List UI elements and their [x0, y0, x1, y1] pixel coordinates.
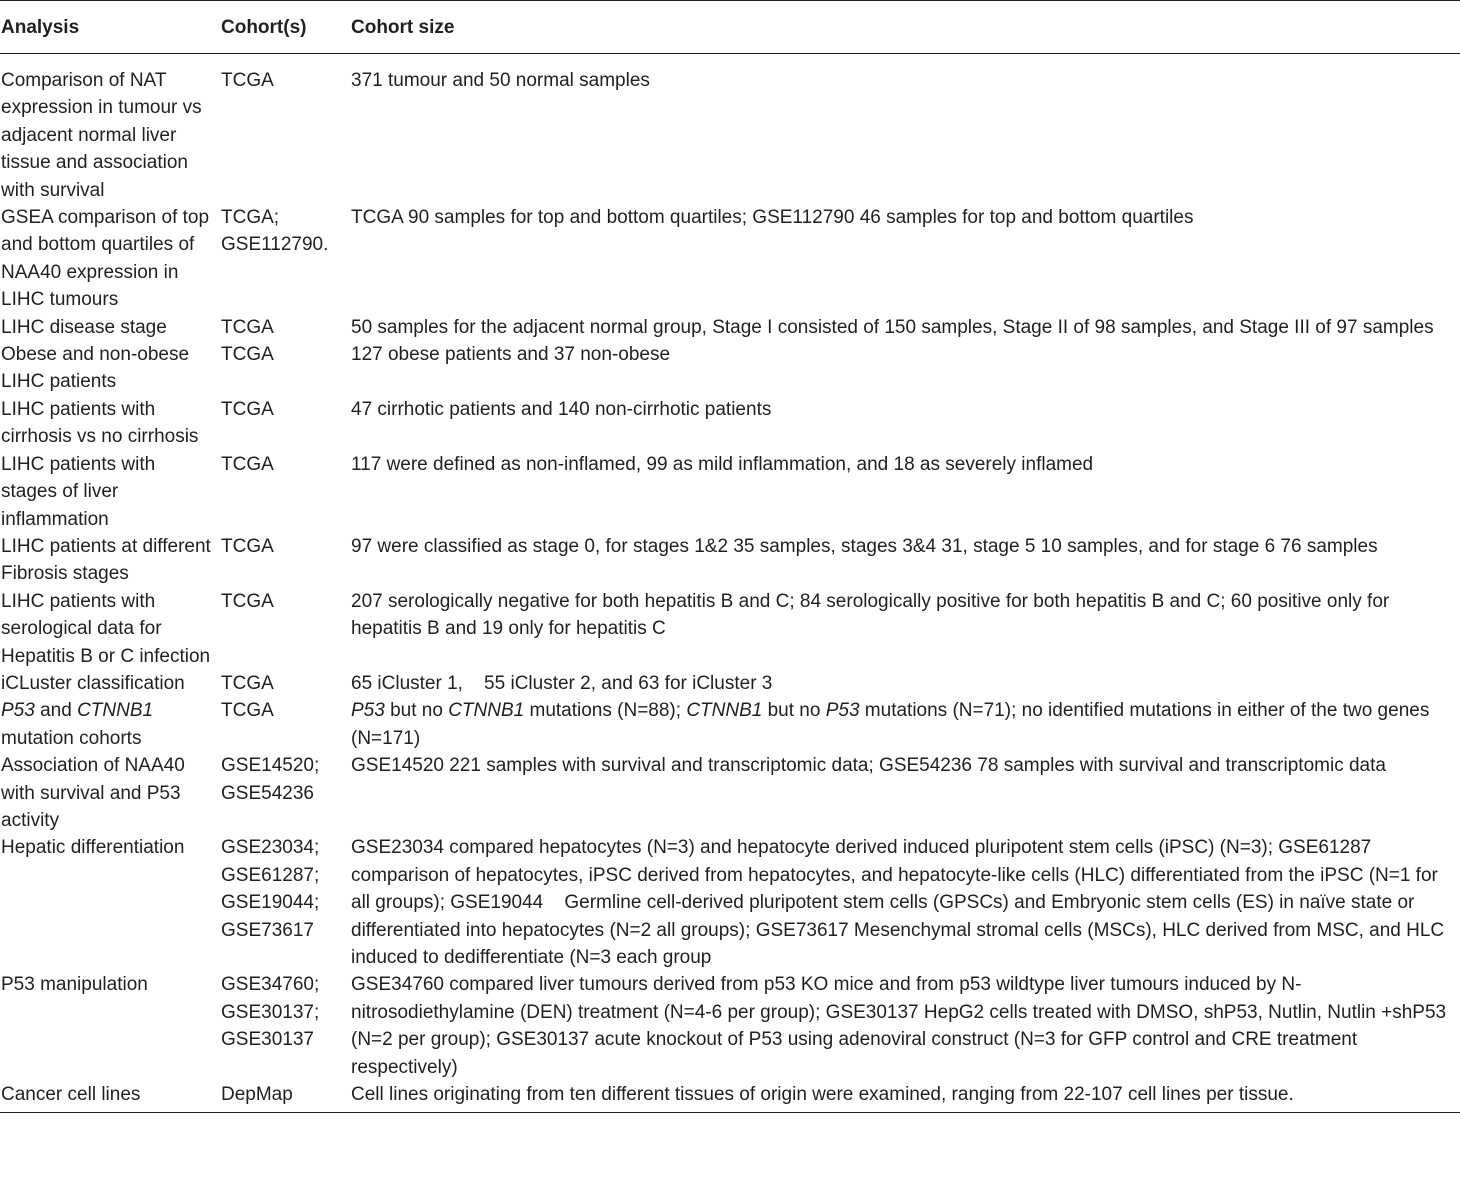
- table-row: [0, 314, 1460, 341]
- table-row: [0, 834, 1460, 971]
- gene-ctnnb1: CTNNB1: [448, 700, 525, 722]
- cell-cohorts: GSE14520; GSE54236: [221, 755, 320, 804]
- table-row: [0, 396, 1460, 451]
- cell-cohorts: TCGA: [221, 398, 274, 420]
- cell-size: 127 obese patients and 37 non-obese: [351, 344, 671, 366]
- header-analysis: Analysis: [0, 1, 220, 54]
- cell-cohorts: TCGA; GSE112790.: [221, 207, 329, 256]
- text-fragment: but no: [762, 700, 826, 722]
- cell-analysis: [0, 697, 220, 752]
- header-cohorts: Cohort(s): [220, 1, 350, 54]
- cell-cohorts: DepMap: [220, 1081, 350, 1113]
- text-fragment: mutations (N=88);: [524, 700, 687, 722]
- cell-size: Cell lines originating from ten different tissues of origin were examined, ranging from 22-107 cell lines per tissue.: [350, 1081, 1460, 1113]
- cell-size: 117 were defined as non-inflamed, 99 as mild inflammation, and 18 as severely inflamed: [351, 453, 1094, 475]
- cell-size: TCGA 90 samples for top and bottom quartiles; GSE112790 46 samples for top and bottom quartiles: [351, 207, 1194, 229]
- text-mutation-cohorts: mutation cohorts: [1, 700, 159, 749]
- cell-analysis: GSEA comparison of top and bottom quartiles of NAA40 expression in LIHC tumours: [1, 207, 210, 311]
- cell-analysis: Hepatic differentiation: [1, 837, 185, 859]
- table-row: [0, 1081, 1460, 1113]
- table-row: [0, 54, 1460, 205]
- cell-analysis: LIHC patients with cirrhosis vs no cirrhosis: [1, 398, 199, 448]
- gene-ctnnb1: CTNNB1: [686, 700, 763, 722]
- cell-analysis: P53 manipulation: [1, 974, 148, 996]
- gene-p53: P53: [825, 700, 860, 722]
- text-fragment: but no: [384, 700, 449, 722]
- cell-cohorts: TCGA: [221, 700, 274, 722]
- header-row: [0, 1, 1460, 54]
- cell-cohorts: TCGA: [221, 344, 274, 366]
- cell-analysis: LIHC patients with serological data for Hepatitis B or C infection: [1, 590, 211, 667]
- table-row: [0, 697, 1460, 752]
- cell-cohorts: TCGA: [221, 316, 274, 338]
- table-row: [0, 451, 1460, 533]
- cell-analysis: LIHC patients at different Fibrosis stages: [1, 535, 211, 585]
- table-row: [0, 670, 1460, 697]
- cell-cohorts: TCGA: [221, 672, 274, 694]
- cell-size: 371 tumour and 50 normal samples: [351, 70, 650, 91]
- cell-size: 207 serologically negative for both hepatitis B and C; 84 serologically positive for both hepatitis B and C; 60 positive only for hepatitis B and 19 only for hepatitis C: [351, 590, 1390, 640]
- cell-cohorts: TCGA: [221, 590, 274, 612]
- cell-analysis: iCLuster classification: [1, 672, 185, 694]
- cell-cohorts: TCGA: [221, 453, 274, 475]
- cell-size: GSE14520 221 samples with survival and transcriptomic data; GSE54236 78 samples with survival and transcriptomic data: [351, 755, 1386, 777]
- cell-cohorts: TCGA: [221, 70, 274, 91]
- cell-size: [350, 697, 1460, 752]
- table-row: [0, 752, 1460, 834]
- gene-p53: P53: [351, 700, 385, 722]
- cell-size: 47 cirrhotic patients and 140 non-cirrhotic patients: [351, 398, 772, 420]
- gene-ctnnb1: CTNNB1: [77, 700, 154, 722]
- cell-analysis: Association of NAA40 with survival and P53 activity: [1, 755, 185, 831]
- cell-size: GSE23034 compared hepatocytes (N=3) and hepatocyte derived induced pluripotent stem cells (iPSC) (N=3); GSE61287 comparison of hepatocytes, iPSC derived from hepatocytes, and hepatocyte-like cells (HLC) differentiated from the iPSC (N=1 for all groups); GSE19044 Germline cell-derived pluripotent stem cells (GPSCs) and Embryonic stem cells (ES) in naïve state or differentiated into hepatocytes (N=2 all groups); GSE73617 Mesenchymal stromal cells (MSCs), HLC derived from MSC, and HLC induced to dedifferentiate (N=3 each group: [351, 837, 1450, 968]
- cell-analysis: Cancer cell lines: [0, 1081, 220, 1113]
- cell-size: GSE34760 compared liver tumours derived from p53 KO mice and from p53 wildtype liver tumours induced by N-nitrosodiethylamine (DEN) treatment (N=4-6 per group); GSE30137 HepG2 cells treated with DMSO, shP53, Nutlin, Nutlin +shP53 (N=2 per group); GSE30137 acute knockout of P53 using adenoviral construct (N=3 for GFP control and CRE treatment respectively): [351, 974, 1447, 1078]
- table-row: [0, 533, 1460, 588]
- cell-analysis: Comparison of NAT expression in tumour vs adjacent normal liver tissue and association with survival: [1, 70, 202, 201]
- cell-size: 97 were classified as stage 0, for stages 1&2 35 samples, stages 3&4 31, stage 5 10 samples, and for stage 6 76 samples: [351, 535, 1378, 557]
- cell-analysis: LIHC patients with stages of liver inflammation: [1, 453, 156, 530]
- cell-analysis: LIHC disease stage: [1, 316, 167, 338]
- text-and: and: [34, 700, 78, 722]
- cell-size: 65 iCluster 1, 55 iCluster 2, and 63 for iCluster 3: [351, 672, 773, 694]
- table-row: [0, 588, 1460, 670]
- gene-p53: P53: [1, 700, 35, 722]
- header-cohort-size: Cohort size: [350, 1, 1460, 54]
- table-row: [0, 204, 1460, 314]
- text-fragment: mutations (N=71); no identified mutations in either of the two genes (N=171): [351, 700, 1435, 749]
- cell-cohorts: TCGA: [221, 535, 274, 557]
- table-row: [0, 341, 1460, 396]
- cell-cohorts: GSE23034; GSE61287; GSE19044; GSE73617: [221, 837, 320, 941]
- cell-cohorts: GSE34760; GSE30137; GSE30137: [221, 974, 320, 1051]
- cell-analysis: Obese and non-obese LIHC patients: [1, 344, 190, 393]
- cell-size: 50 samples for the adjacent normal group, Stage I consisted of 150 samples, Stage II of 98 samples, and Stage III of 97 samples: [351, 316, 1434, 338]
- table-row: [0, 971, 1460, 1081]
